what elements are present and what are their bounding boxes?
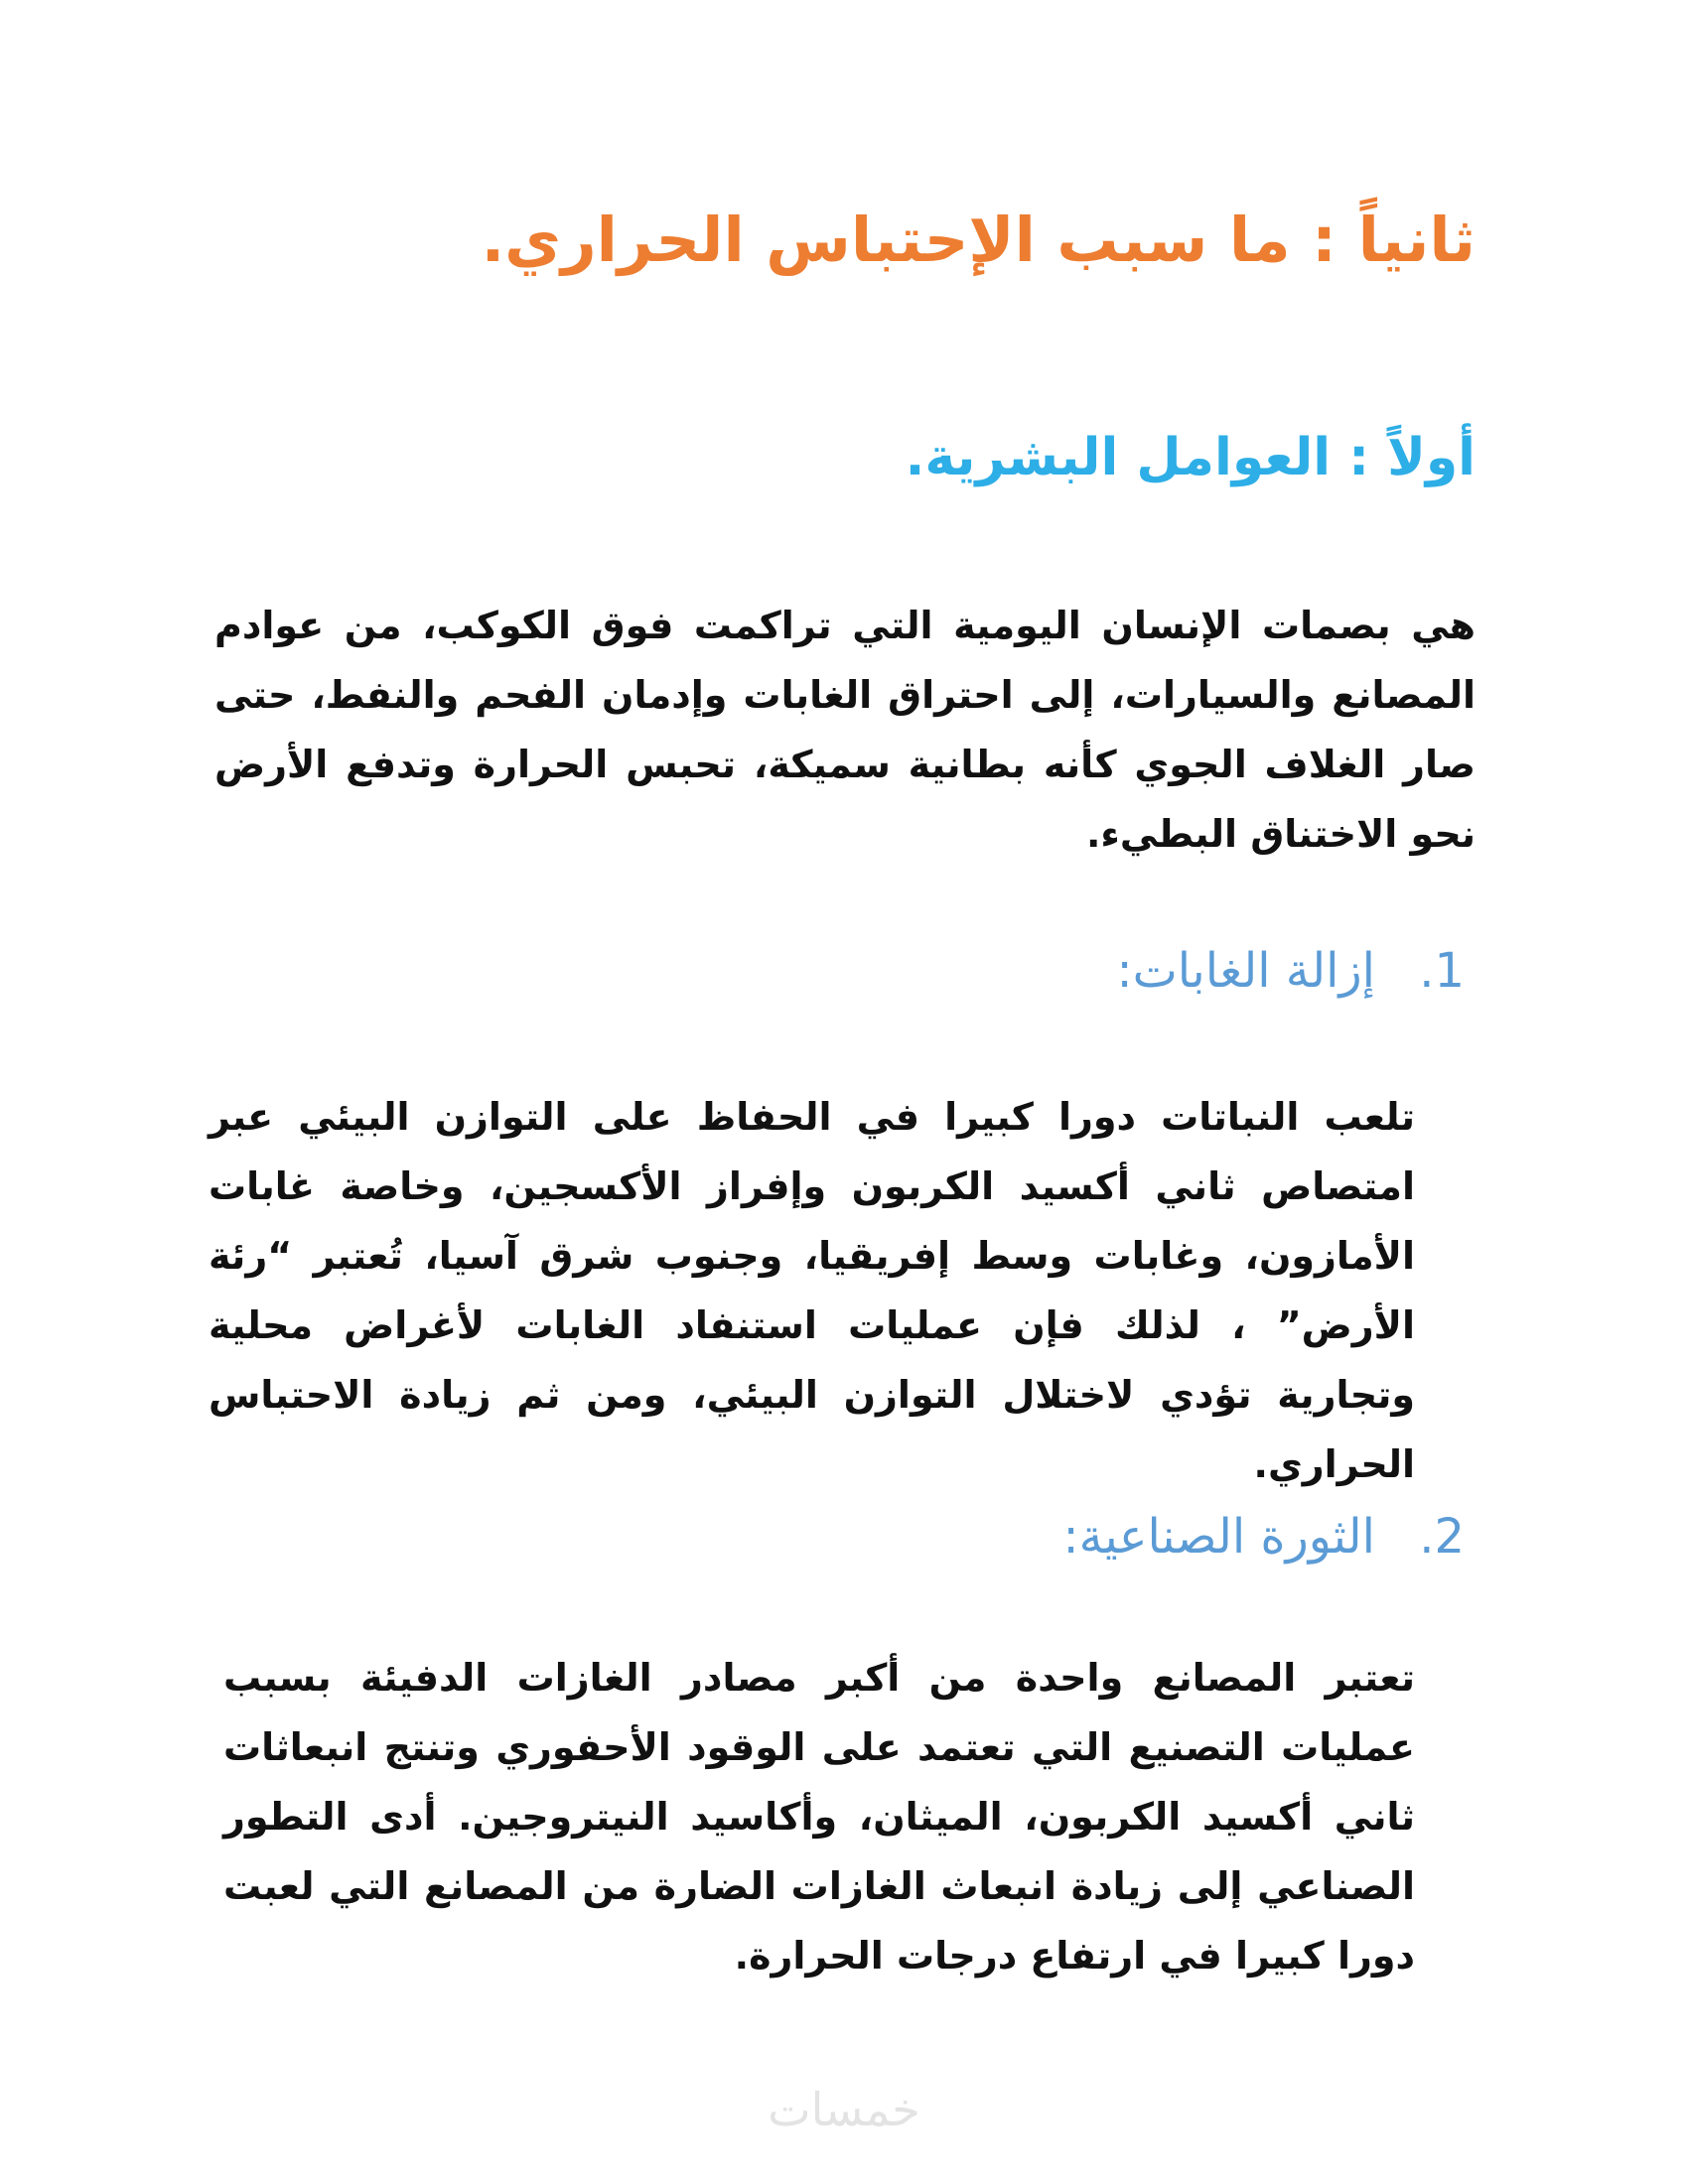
- subsection-heading-deforestation: [372, 943, 1465, 1001]
- watermark-logo: خمسات: [768, 2083, 920, 2136]
- subsection-heading-industrial-revolution: [372, 1509, 1465, 1567]
- subsection-title: الثورة الصناعية:: [1062, 1509, 1375, 1565]
- intro-paragraph: هي بصمات الإنسان اليومية التي تراكمت فوق الكوكب، من عوادم المصانع والسيارات، إلى احتراق الغابات وإدمان الفحم والنفط، حتى صار الغلاف الجوي كأنه بطانية سميكة، تحبس الحرارة وتدفع الأرض نحو الاختناق البطيء.: [214, 604, 1476, 856]
- subsection-number: 1.: [1419, 943, 1465, 999]
- subsection-title: إزالة الغابات:: [1116, 943, 1375, 999]
- deforestation-paragraph: تلعب النباتات دورا كبيرا في الحفاظ على التوازن البيئي عبر امتصاص ثاني أكسيد الكربون وإفراز الأكسجين، وخاصة غابات الأمازون، وغابات وسط إفريقيا، وجنوب شرق آسيا، تُعتبر “رئة الأرض” ، لذلك فإن عمليات استنفاد الغابات لأغراض محلية وتجارية تؤدي لاختلال التوازن البيئي، ومن ثم زيادة الاحتباس الحراري.: [209, 1095, 1415, 1486]
- main-title: ثانياً : ما سبب الإحتباس الحراري.: [481, 204, 1476, 276]
- section-heading: أولاً : العوامل البشرية.: [905, 428, 1476, 487]
- industrial-revolution-paragraph: تعتبر المصانع واحدة من أكبر مصادر الغازات الدفيئة بسبب عمليات التصنيع التي تعتمد على الوقود الأحفوري وتنتج انبعاثات ثاني أكسيد الكربون، الميثان، وأكاسيد النيتروجين. أدى التطور الصناعي إلى زيادة انبعاث الغازات الضارة من المصانع التي لعبت دورا كبيرا في ارتفاع درجات الحرارة.: [223, 1656, 1415, 1978]
- subsection-number: 2.: [1419, 1509, 1465, 1565]
